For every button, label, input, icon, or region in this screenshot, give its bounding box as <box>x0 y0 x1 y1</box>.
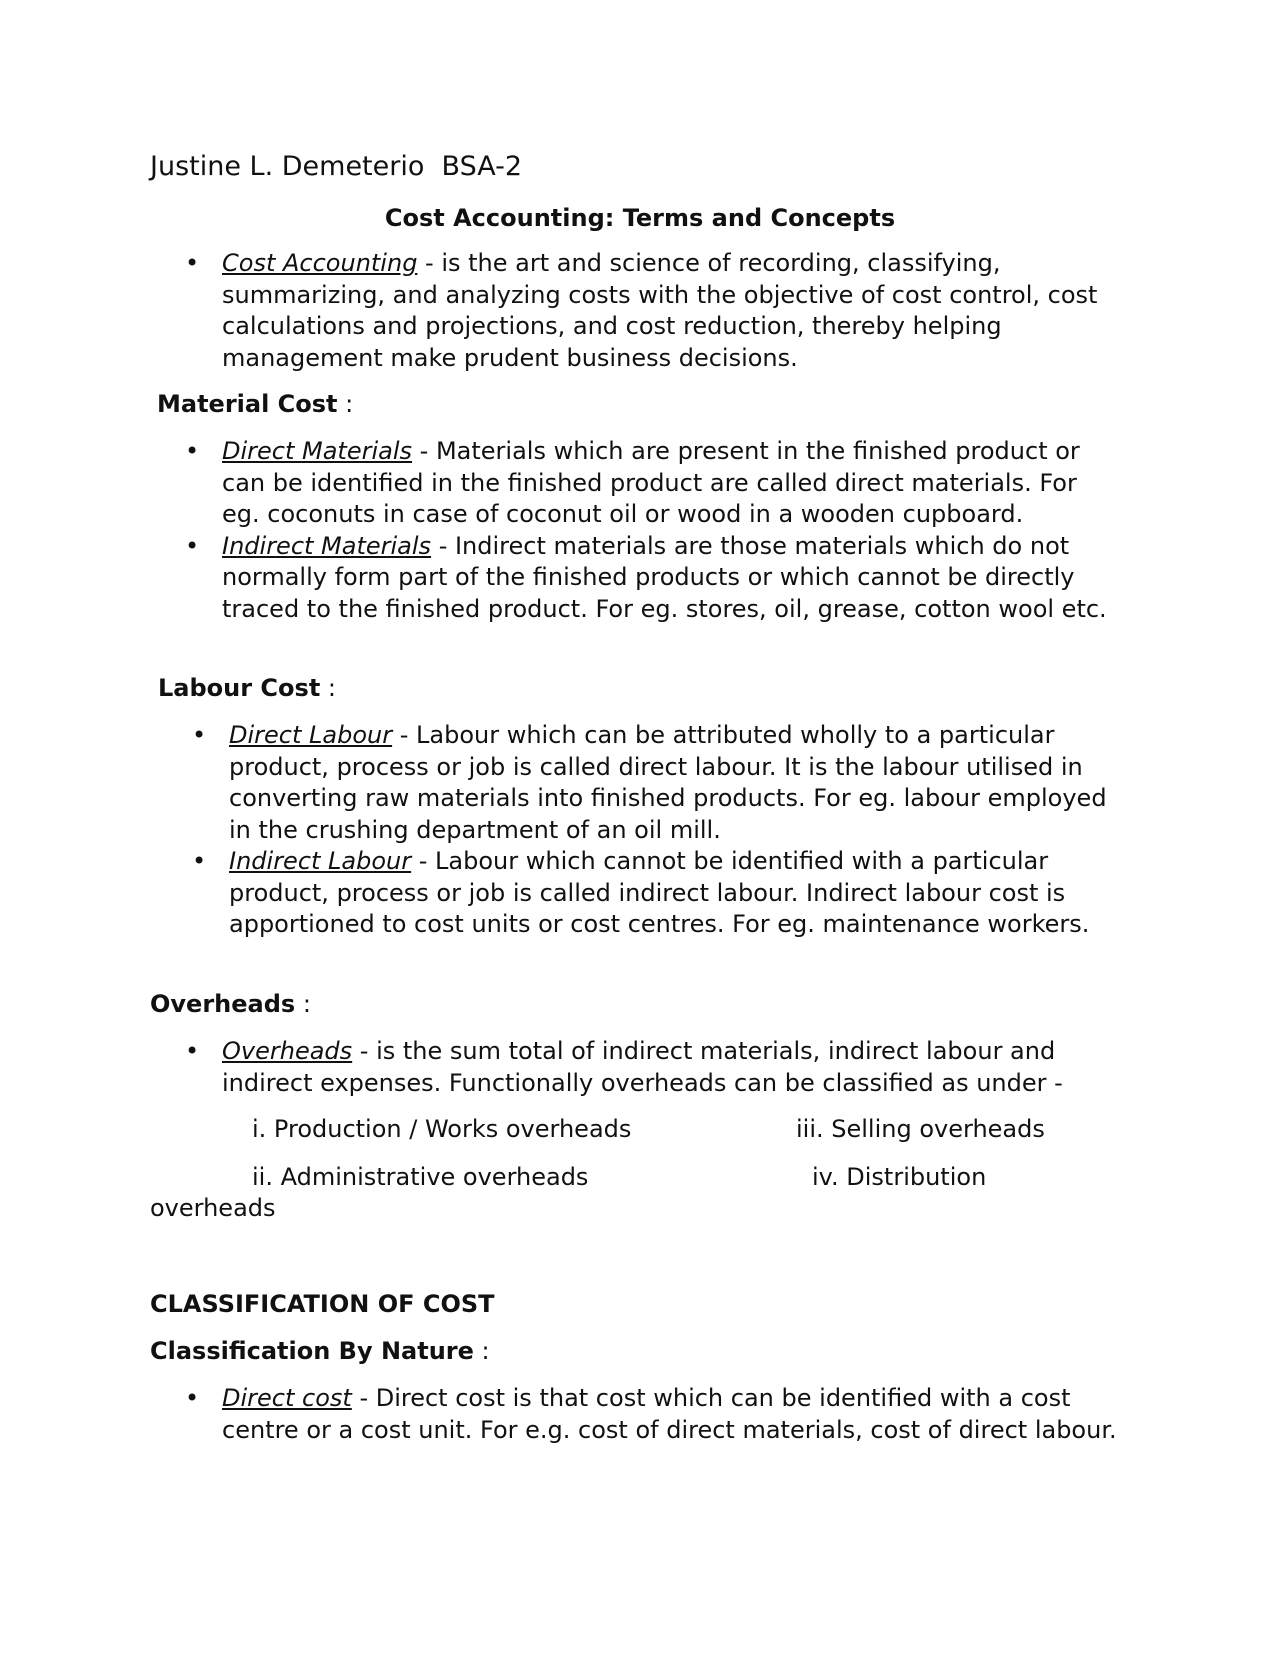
overhead-type-iv: iv. Distribution <box>812 1163 987 1191</box>
section-heading-material-cost: Material Cost : <box>157 390 354 418</box>
list-item <box>185 1036 1122 1099</box>
definition-text: - is the sum total of indirect materials, indirect labour and indirect expenses. Functionally overheads can be classified as under - <box>222 1037 1063 1097</box>
bullet-icon: • <box>185 531 200 560</box>
labour-cost-list <box>192 720 1129 941</box>
bullet-icon: • <box>185 1037 200 1065</box>
term-direct-cost: Direct cost <box>222 1384 352 1412</box>
overheads-list <box>185 1036 1122 1099</box>
section-heading-labour-cost: Labour Cost : <box>158 674 337 702</box>
definition-text: - Indirect materials are those materials which do not normally form part of the finished products or which cannot be directly traced to the finished product. For eg. stores, oil, grease, cotton wool etc. <box>222 531 1107 623</box>
definition-text: - is the art and science of recording, classifying, summarizing, and analyzing costs with the objective of cost control, cost calculations and projections, and cost reduction, thereby helping management make prudent business decisions. <box>222 249 1098 372</box>
overhead-type-ii: ii. Administrative overheads <box>252 1163 589 1191</box>
overhead-type-iv-continued: overheads <box>150 1194 276 1222</box>
list-item <box>185 531 1122 626</box>
bullet-icon: • <box>185 437 200 465</box>
list-item <box>192 720 1129 846</box>
bullet-icon: • <box>192 721 207 749</box>
term-indirect-labour: Indirect Labour <box>229 847 412 875</box>
list-item <box>185 1383 1122 1446</box>
bullet-icon: • <box>185 1384 200 1412</box>
term-direct-labour: Direct Labour <box>229 721 393 749</box>
bullet-icon: • <box>185 249 200 277</box>
section-heading-overheads: Overheads : <box>150 990 311 1018</box>
definition-text: - Direct cost is that cost which can be identified with a cost centre or a cost unit. For e.g. cost of direct materials, cost of direct labour. <box>222 1384 1117 1444</box>
term-direct-materials: Direct Materials <box>222 437 413 465</box>
list-item <box>185 248 1102 374</box>
definition-text: - Labour which cannot be identified with a particular product, process or job is called indirect labour. Indirect labour cost is apportioned to cost units or cost centres. For eg. maintenance workers. <box>229 847 1090 938</box>
term-indirect-materials: Indirect Materials <box>222 531 432 560</box>
definition-text: - Materials which are present in the finished product or can be identified in the finished product are called direct materials. For eg. coconuts in case of coconut oil or wood in a wooden cupboard. <box>222 437 1080 528</box>
list-item <box>185 436 1122 531</box>
term-cost-accounting: Cost Accounting <box>222 249 418 277</box>
list-item <box>192 846 1129 941</box>
term-overheads: Overheads <box>222 1037 353 1065</box>
document-title: Cost Accounting: Terms and Concepts <box>384 204 896 232</box>
overhead-type-iii: iii. Selling overheads <box>796 1115 1045 1143</box>
overhead-type-i: i. Production / Works overheads <box>252 1115 632 1143</box>
bullet-icon: • <box>192 847 207 875</box>
classification-by-nature-list <box>185 1383 1122 1446</box>
material-cost-list <box>185 436 1122 625</box>
intro-list <box>185 248 1102 374</box>
author-line: Justine L. Demeterio BSA-2 <box>150 151 523 182</box>
section-heading-classification-by-nature: Classification By Nature : <box>150 1337 490 1365</box>
definition-text: - Labour which can be attributed wholly to a particular product, process or job is called direct labour. It is the labour utilised in converting raw materials into finished products. For eg. labour employed in the crushing department of an oil mill. <box>229 721 1107 844</box>
section-heading-classification-of-cost: CLASSIFICATION OF COST <box>150 1290 495 1318</box>
